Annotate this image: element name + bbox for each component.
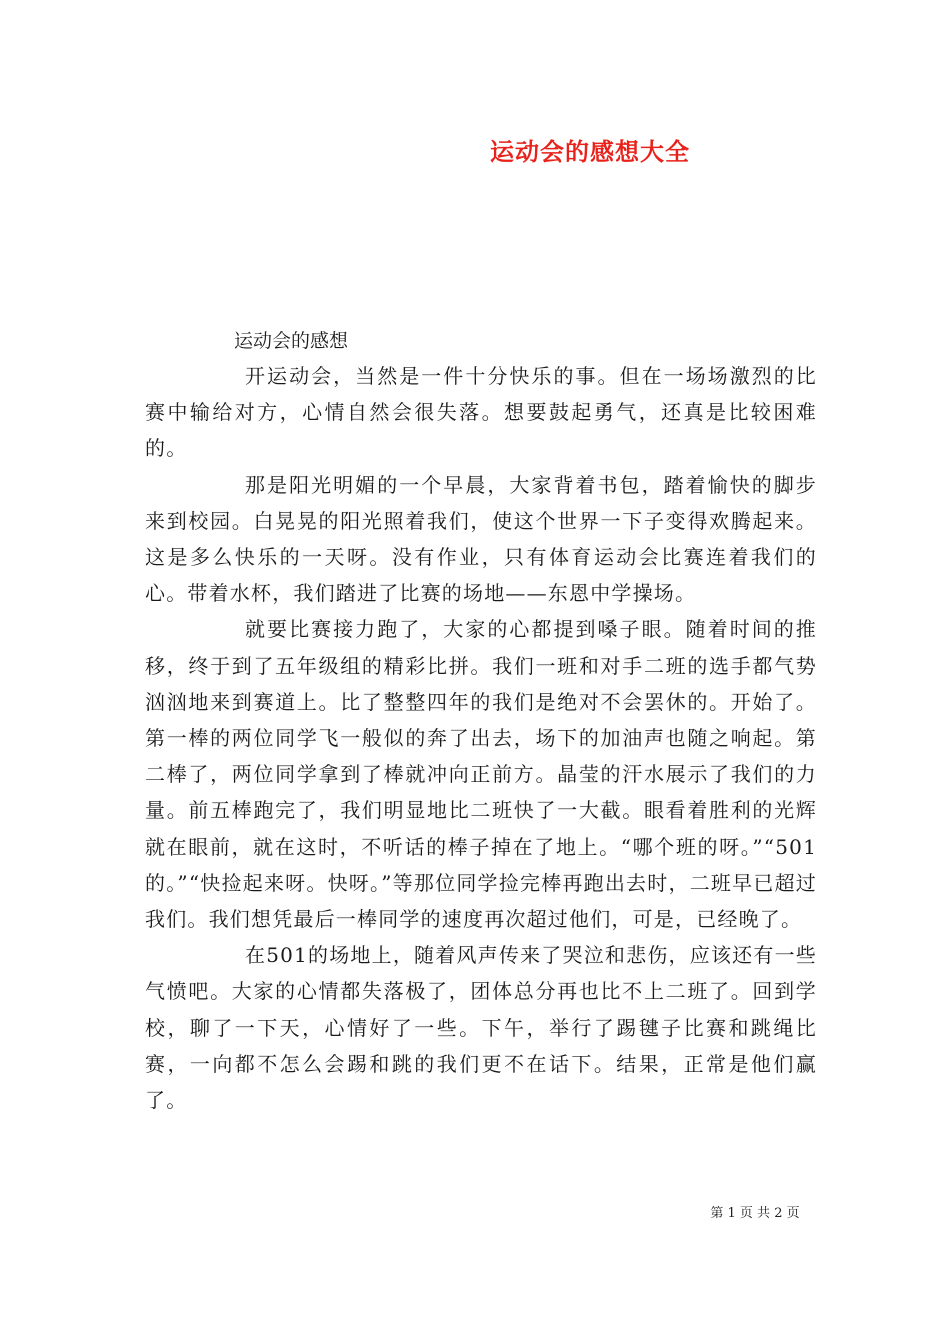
paragraph-1: 开运动会，当然是一件十分快乐的事。但在一场场激烈的比赛中输给对方，心情自然会很失落。想要鼓起勇气，还真是比较困难的。 [145, 364, 817, 461]
paragraph-3: 就要比赛接力跑了，大家的心都提到嗓子眼。随着时间的推移，终于到了五年级组的精彩比拼。我们一班和对手二班的选手都气势汹汹地来到赛道上。比了整整四年的我们是绝对不会罢休的。开始了。第一棒的两位同学飞一般似的奔了出去，场下的加油声也随之响起。第二棒了，两位同学拿到了棒就冲向正前方。晶莹的汗水展示了我们的力量。前五棒跑完了，我们明显地比二班快了一大截。眼看着胜利的光辉就在眼前，就在这时，不听话的棒子掉在了地上。“哪个班的呀。”“501的。”“快捡起来呀。快呀。”等那位同学捡完棒再跑出去时，二班早已超过我们。我们想凭最后一棒同学的速度再次超过他们，可是，已经晚了。 [145, 617, 817, 932]
section-heading: 运动会的感想 [234, 330, 349, 352]
page-number-footer: 第 1 页 共 2 页 [710, 1206, 800, 1221]
document-title: 运动会的感想大全 [490, 138, 690, 166]
paragraph-2: 那是阳光明媚的一个早晨，大家背着书包，踏着愉快的脚步来到校园。白晃晃的阳光照着我们，使这个世界一下子变得欢腾起来。这是多么快乐的一天呀。没有作业，只有体育运动会比赛连着我们的心。带着水杯，我们踏进了比赛的场地——东恩中学操场。 [145, 472, 817, 606]
paragraph-4: 在501的场地上，随着风声传来了哭泣和悲伤，应该还有一些气愤吧。大家的心情都失落极了，团体总分再也比不上二班了。回到学校，聊了一下天，心情好了一些。下午，举行了踢毽子比赛和跳绳比赛，一向都不怎么会踢和跳的我们更不在话下。结果，正常是他们赢了。 [145, 943, 817, 1113]
article-body [145, 358, 817, 1118]
